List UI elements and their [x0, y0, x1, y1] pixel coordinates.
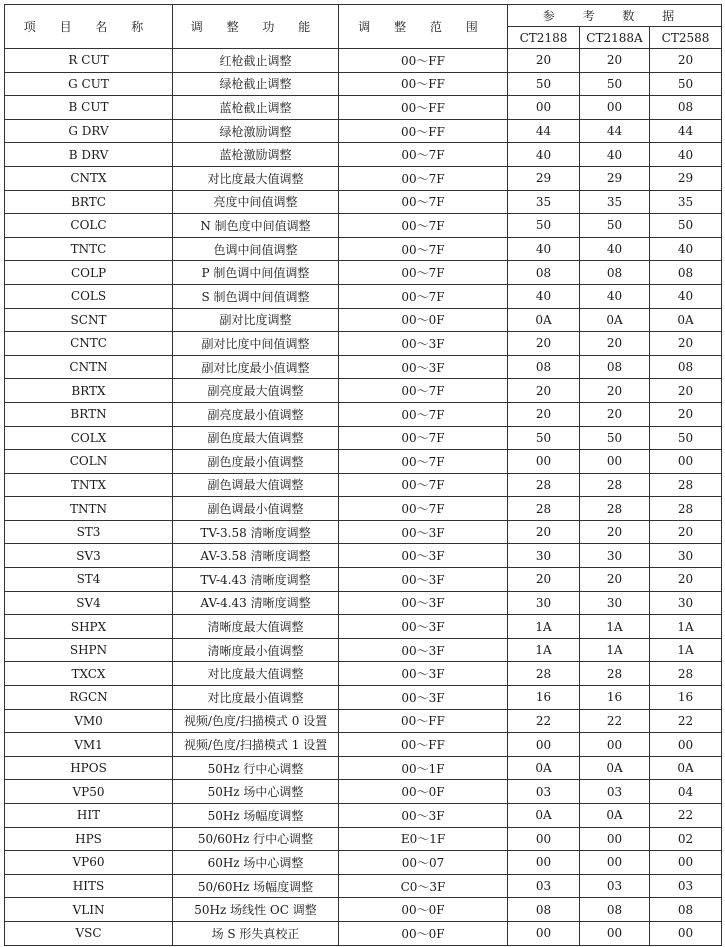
cell-ct2588: 03 [650, 874, 722, 898]
table-row [5, 780, 722, 804]
cell-item-name: VP50 [5, 780, 173, 804]
cell-ct2188a: 20 [580, 520, 650, 544]
cell-ct2188: 20 [508, 379, 580, 403]
cell-ct2188a: 00 [580, 450, 650, 474]
header-range: 调 整 范 围 [339, 5, 508, 49]
cell-ct2188a: 20 [580, 332, 650, 356]
table-row [5, 190, 722, 214]
cell-range: E0～1F [339, 827, 508, 851]
cell-range: 00～0F [339, 308, 508, 332]
cell-ct2588: 28 [650, 497, 722, 521]
cell-range: 00～7F [339, 237, 508, 261]
table-row [5, 568, 722, 592]
cell-ct2188a: 20 [580, 568, 650, 592]
cell-range: 00～7F [339, 402, 508, 426]
cell-ct2188a: 35 [580, 190, 650, 214]
cell-range: 00～7F [339, 426, 508, 450]
table-row [5, 332, 722, 356]
table-row [5, 261, 722, 285]
cell-ct2188a: 08 [580, 898, 650, 922]
cell-ct2588: 08 [650, 261, 722, 285]
cell-range: 00～3F [339, 591, 508, 615]
table-row [5, 49, 722, 73]
cell-ct2188a: 20 [580, 379, 650, 403]
cell-function: AV-3.58 清晰度调整 [173, 544, 339, 568]
table-row [5, 473, 722, 497]
cell-item-name: VM1 [5, 733, 173, 757]
cell-function: 对比度最小值调整 [173, 686, 339, 710]
cell-function: 场 S 形失真校正 [173, 921, 339, 945]
cell-range: 00～7F [339, 261, 508, 285]
header-row-top [5, 5, 722, 27]
cell-ct2588: 0A [650, 308, 722, 332]
cell-ct2188: 08 [508, 355, 580, 379]
cell-ct2588: 16 [650, 686, 722, 710]
cell-ct2188: 08 [508, 898, 580, 922]
cell-item-name: B DRV [5, 143, 173, 167]
cell-ct2588: 30 [650, 591, 722, 615]
cell-range: 00～07 [339, 851, 508, 875]
cell-ct2188a: 30 [580, 591, 650, 615]
cell-ct2188: 00 [508, 733, 580, 757]
cell-ct2588: 50 [650, 426, 722, 450]
cell-range: 00～3F [339, 662, 508, 686]
cell-function: 副亮度最小值调整 [173, 402, 339, 426]
cell-ct2588: 02 [650, 827, 722, 851]
cell-ct2588: 40 [650, 143, 722, 167]
cell-item-name: HPOS [5, 756, 173, 780]
cell-ct2188a: 28 [580, 662, 650, 686]
cell-ct2188a: 00 [580, 733, 650, 757]
cell-ct2188a: 0A [580, 308, 650, 332]
cell-ct2188a: 22 [580, 709, 650, 733]
cell-ct2188a: 0A [580, 756, 650, 780]
cell-ct2588: 30 [650, 544, 722, 568]
cell-ct2588: 20 [650, 379, 722, 403]
cell-ct2188: 00 [508, 851, 580, 875]
header-item-name: 项 目 名 称 [5, 5, 173, 49]
cell-range: 00～3F [339, 804, 508, 828]
cell-ct2188: 35 [508, 190, 580, 214]
cell-ct2188: 16 [508, 686, 580, 710]
cell-range: 00～3F [339, 332, 508, 356]
cell-item-name: B CUT [5, 96, 173, 120]
cell-ct2588: 29 [650, 166, 722, 190]
cell-ct2188a: 00 [580, 851, 650, 875]
cell-ct2588: 50 [650, 214, 722, 238]
cell-function: 清晰度最大值调整 [173, 615, 339, 639]
cell-ct2188a: 03 [580, 874, 650, 898]
cell-ct2188: 20 [508, 332, 580, 356]
cell-item-name: TXCX [5, 662, 173, 686]
table-row [5, 591, 722, 615]
cell-item-name: G CUT [5, 72, 173, 96]
cell-item-name: BRTX [5, 379, 173, 403]
cell-ct2588: 28 [650, 662, 722, 686]
header-reference-data: 参 考 数 据 [508, 5, 722, 27]
cell-ct2188a: 20 [580, 49, 650, 73]
cell-ct2188: 20 [508, 402, 580, 426]
cell-function: AV-4.43 清晰度调整 [173, 591, 339, 615]
cell-item-name: COLS [5, 284, 173, 308]
cell-ct2188a: 16 [580, 686, 650, 710]
cell-function: 50Hz 场线性 OC 调整 [173, 898, 339, 922]
cell-ct2188: 50 [508, 214, 580, 238]
cell-function: 视频/色度/扫描模式 1 设置 [173, 733, 339, 757]
cell-ct2188: 28 [508, 662, 580, 686]
cell-range: 00～3F [339, 520, 508, 544]
table-row [5, 355, 722, 379]
cell-item-name: CNTX [5, 166, 173, 190]
cell-ct2188a: 50 [580, 426, 650, 450]
table-row [5, 426, 722, 450]
table-row [5, 709, 722, 733]
cell-ct2188a: 00 [580, 921, 650, 945]
cell-ct2188a: 30 [580, 544, 650, 568]
cell-function: 副色调最大值调整 [173, 473, 339, 497]
cell-ct2188a: 50 [580, 72, 650, 96]
table-row [5, 497, 722, 521]
table-header [5, 5, 722, 49]
cell-ct2188: 20 [508, 49, 580, 73]
cell-function: 副亮度最大值调整 [173, 379, 339, 403]
cell-range: 00～7F [339, 190, 508, 214]
cell-ct2588: 00 [650, 450, 722, 474]
cell-item-name: SHPN [5, 638, 173, 662]
table-body [5, 49, 722, 946]
header-model-ct2188a: CT2188A [580, 27, 650, 49]
cell-function: 50Hz 场中心调整 [173, 780, 339, 804]
table-row [5, 284, 722, 308]
cell-range: 00～3F [339, 686, 508, 710]
table-row [5, 143, 722, 167]
table-row [5, 921, 722, 945]
table-row [5, 733, 722, 757]
cell-function: S 制色调中间值调整 [173, 284, 339, 308]
cell-range: 00～7F [339, 284, 508, 308]
cell-range: 00～0F [339, 780, 508, 804]
cell-ct2188a: 28 [580, 473, 650, 497]
cell-item-name: ST3 [5, 520, 173, 544]
cell-ct2188a: 20 [580, 402, 650, 426]
cell-ct2188: 30 [508, 591, 580, 615]
cell-function: 50Hz 场幅度调整 [173, 804, 339, 828]
cell-ct2588: 40 [650, 237, 722, 261]
cell-ct2188: 0A [508, 756, 580, 780]
cell-ct2188: 30 [508, 544, 580, 568]
cell-function: 50/60Hz 场幅度调整 [173, 874, 339, 898]
cell-ct2588: 00 [650, 733, 722, 757]
table-row [5, 237, 722, 261]
cell-item-name: COLP [5, 261, 173, 285]
cell-ct2588: 20 [650, 520, 722, 544]
table-row [5, 166, 722, 190]
cell-function: 视频/色度/扫描模式 0 设置 [173, 709, 339, 733]
cell-range: 00～FF [339, 119, 508, 143]
cell-ct2588: 22 [650, 804, 722, 828]
cell-ct2588: 20 [650, 568, 722, 592]
cell-ct2588: 00 [650, 851, 722, 875]
cell-function: N 制色度中间值调整 [173, 214, 339, 238]
cell-ct2188a: 29 [580, 166, 650, 190]
cell-function: 副色调最小值调整 [173, 497, 339, 521]
cell-ct2188: 00 [508, 96, 580, 120]
cell-function: 红枪截止调整 [173, 49, 339, 73]
cell-function: 对比度最大值调整 [173, 166, 339, 190]
cell-ct2188: 50 [508, 426, 580, 450]
cell-ct2588: 0A [650, 756, 722, 780]
cell-ct2588: 40 [650, 284, 722, 308]
table-row [5, 898, 722, 922]
table-row [5, 119, 722, 143]
cell-function: 亮度中间值调整 [173, 190, 339, 214]
cell-ct2188: 00 [508, 827, 580, 851]
cell-range: 00～7F [339, 143, 508, 167]
cell-ct2588: 1A [650, 638, 722, 662]
cell-ct2588: 20 [650, 402, 722, 426]
cell-range: 00～7F [339, 450, 508, 474]
cell-function: TV-3.58 清晰度调整 [173, 520, 339, 544]
table-row [5, 686, 722, 710]
table-row [5, 638, 722, 662]
cell-function: P 制色调中间值调整 [173, 261, 339, 285]
cell-item-name: SHPX [5, 615, 173, 639]
cell-item-name: VP60 [5, 851, 173, 875]
cell-function: 绿枪激励调整 [173, 119, 339, 143]
cell-ct2188a: 1A [580, 638, 650, 662]
cell-ct2188a: 03 [580, 780, 650, 804]
cell-item-name: TNTX [5, 473, 173, 497]
table-row [5, 379, 722, 403]
cell-item-name: TNTC [5, 237, 173, 261]
cell-range: 00～7F [339, 473, 508, 497]
cell-ct2188: 44 [508, 119, 580, 143]
header-function: 调 整 功 能 [173, 5, 339, 49]
cell-ct2188a: 40 [580, 143, 650, 167]
cell-range: 00～FF [339, 709, 508, 733]
cell-function: TV-4.43 清晰度调整 [173, 568, 339, 592]
cell-ct2588: 08 [650, 355, 722, 379]
cell-ct2188a: 44 [580, 119, 650, 143]
cell-range: 00～FF [339, 733, 508, 757]
table-row [5, 450, 722, 474]
cell-ct2588: 08 [650, 96, 722, 120]
cell-range: 00～0F [339, 921, 508, 945]
cell-ct2588: 20 [650, 332, 722, 356]
cell-function: 色调中间值调整 [173, 237, 339, 261]
table-row [5, 544, 722, 568]
table-row [5, 756, 722, 780]
cell-item-name: BRTC [5, 190, 173, 214]
cell-function: 绿枪截止调整 [173, 72, 339, 96]
cell-ct2188: 0A [508, 308, 580, 332]
cell-range: 00～FF [339, 72, 508, 96]
cell-range: 00～7F [339, 166, 508, 190]
adjustment-table [4, 4, 722, 946]
cell-ct2188: 20 [508, 568, 580, 592]
cell-ct2188a: 40 [580, 284, 650, 308]
table-row [5, 520, 722, 544]
cell-ct2588: 28 [650, 473, 722, 497]
cell-item-name: BRTN [5, 402, 173, 426]
cell-item-name: R CUT [5, 49, 173, 73]
cell-item-name: SCNT [5, 308, 173, 332]
cell-ct2188a: 08 [580, 261, 650, 285]
cell-range: 00～3F [339, 355, 508, 379]
cell-item-name: HPS [5, 827, 173, 851]
cell-ct2188: 1A [508, 638, 580, 662]
cell-ct2588: 22 [650, 709, 722, 733]
cell-ct2188: 20 [508, 520, 580, 544]
cell-ct2588: 44 [650, 119, 722, 143]
cell-ct2188: 40 [508, 237, 580, 261]
cell-range: 00～3F [339, 544, 508, 568]
cell-ct2588: 50 [650, 72, 722, 96]
cell-item-name: HITS [5, 874, 173, 898]
cell-function: 副对比度中间值调整 [173, 332, 339, 356]
cell-ct2188: 50 [508, 72, 580, 96]
table-row [5, 308, 722, 332]
cell-item-name: ST4 [5, 568, 173, 592]
table-row [5, 874, 722, 898]
cell-range: 00～7F [339, 379, 508, 403]
cell-ct2188: 29 [508, 166, 580, 190]
cell-ct2188a: 00 [580, 96, 650, 120]
cell-ct2188: 0A [508, 804, 580, 828]
header-model-ct2188: CT2188 [508, 27, 580, 49]
table-row [5, 214, 722, 238]
cell-item-name: COLX [5, 426, 173, 450]
table-row [5, 72, 722, 96]
cell-item-name: RGCN [5, 686, 173, 710]
table-row [5, 804, 722, 828]
cell-function: 50Hz 行中心调整 [173, 756, 339, 780]
cell-function: 蓝枪截止调整 [173, 96, 339, 120]
cell-item-name: G DRV [5, 119, 173, 143]
cell-ct2188: 22 [508, 709, 580, 733]
cell-ct2588: 08 [650, 898, 722, 922]
table-row [5, 662, 722, 686]
cell-function: 蓝枪激励调整 [173, 143, 339, 167]
cell-item-name: COLN [5, 450, 173, 474]
cell-function: 副色度最大值调整 [173, 426, 339, 450]
cell-item-name: CNTC [5, 332, 173, 356]
cell-function: 50/60Hz 行中心调整 [173, 827, 339, 851]
cell-item-name: SV3 [5, 544, 173, 568]
cell-ct2588: 1A [650, 615, 722, 639]
header-model-ct2588: CT2588 [650, 27, 722, 49]
cell-ct2188a: 00 [580, 827, 650, 851]
cell-range: 00～0F [339, 898, 508, 922]
cell-item-name: HIT [5, 804, 173, 828]
cell-item-name: VLIN [5, 898, 173, 922]
cell-item-name: CNTN [5, 355, 173, 379]
table-row [5, 615, 722, 639]
cell-range: 00～FF [339, 96, 508, 120]
cell-ct2588: 20 [650, 49, 722, 73]
cell-range: 00～3F [339, 638, 508, 662]
cell-function: 副对比度最小值调整 [173, 355, 339, 379]
cell-item-name: SV4 [5, 591, 173, 615]
cell-ct2188a: 50 [580, 214, 650, 238]
cell-item-name: VM0 [5, 709, 173, 733]
cell-range: 00～FF [339, 49, 508, 73]
cell-function: 副色度最小值调整 [173, 450, 339, 474]
cell-item-name: VSC [5, 921, 173, 945]
cell-ct2188: 28 [508, 473, 580, 497]
cell-range: 00～3F [339, 568, 508, 592]
cell-ct2588: 00 [650, 921, 722, 945]
cell-function: 清晰度最小值调整 [173, 638, 339, 662]
cell-ct2188: 40 [508, 143, 580, 167]
cell-item-name: TNTN [5, 497, 173, 521]
cell-function: 对比度最大值调整 [173, 662, 339, 686]
table-row [5, 402, 722, 426]
cell-ct2188: 00 [508, 450, 580, 474]
cell-ct2588: 35 [650, 190, 722, 214]
cell-ct2188a: 08 [580, 355, 650, 379]
cell-range: 00～7F [339, 214, 508, 238]
cell-ct2188a: 40 [580, 237, 650, 261]
cell-ct2188a: 28 [580, 497, 650, 521]
cell-ct2188: 1A [508, 615, 580, 639]
cell-ct2188: 08 [508, 261, 580, 285]
cell-item-name: COLC [5, 214, 173, 238]
cell-ct2588: 04 [650, 780, 722, 804]
cell-range: C0～3F [339, 874, 508, 898]
cell-range: 00～3F [339, 615, 508, 639]
cell-range: 00～1F [339, 756, 508, 780]
cell-function: 副对比度调整 [173, 308, 339, 332]
cell-ct2188: 00 [508, 921, 580, 945]
cell-ct2188a: 1A [580, 615, 650, 639]
table-row [5, 827, 722, 851]
cell-ct2188: 03 [508, 780, 580, 804]
cell-ct2188a: 0A [580, 804, 650, 828]
cell-ct2188: 40 [508, 284, 580, 308]
cell-function: 60Hz 场中心调整 [173, 851, 339, 875]
table-row [5, 96, 722, 120]
cell-ct2188: 03 [508, 874, 580, 898]
cell-ct2188: 28 [508, 497, 580, 521]
table-row [5, 851, 722, 875]
cell-range: 00～7F [339, 497, 508, 521]
